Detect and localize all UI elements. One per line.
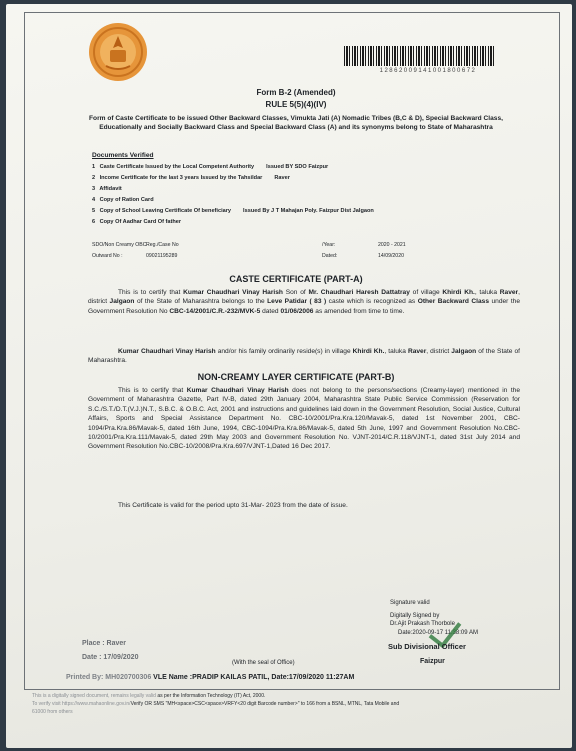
rule-title: RULE 5(5)(4)(IV) [265,100,327,109]
part-a-residence-paragraph: Kumar Chaudhari Vinay Harish and/or his family ordinarily reside(s) in village Khirdi Kh., taluka Raver, district Jalgaon of the State of Maharashtra. [88,348,521,365]
certificate-sheet [6,4,572,748]
outward-row: Outward No : 09021195289 Dated: 14/09/2020 [92,253,404,259]
document-item: 3 Affidavit [92,186,122,192]
part-a-paragraph: This is to certify that Kumar Chaudhari Vinay Harish Son of Mr. Chaudhari Haresh Dattatray of village Khirdi Kh., taluka Raver, district Jalgaon of the State of Maharashtra belongs to the Leve Patidar ( 83 ) caste which is recognized as Other Backward Class under the Government Resolution No CBC-14/2001/C.R.-232/MVK-5 dated 01/06/2006 as amended from time to time. [88,289,521,315]
part-b-title: NON-CREAMY LAYER CERTIFICATE (PART-B) [197,372,395,382]
office-place: Faizpur [420,658,445,665]
seal-note: (With the seal of Office) [232,660,295,666]
document-item: 1 Caste Certificate Issued by the Local Competent Authority Issued BY SDO Faizpur [92,164,329,170]
digital-signature-block: Digitally Signed by Dr.Ajit Prakash Thorbole [390,613,455,627]
document-item: 2 Income Certificate for the last 3 years Issued by the Tahsildar Raver [92,175,290,181]
maharashtra-seal-icon [88,22,148,82]
document-item: 5 Copy of School Leaving Certificate Of beneficiary Issued By J T Mahajan Poly. Faizpur Dist Jalgaon [92,208,374,214]
officer-designation: Sub Divisional Officer [388,642,466,651]
barcode-number: 12862009141001800672 [379,68,477,74]
place-line: Place : Raver [82,640,126,647]
documents-verified-heading: Documents Verified [92,152,154,159]
signature-valid-label: Signature valid [390,600,430,606]
certificate-barcode [344,46,496,66]
part-b-paragraph: This is to certify that Kumar Chaudhari Vinay Harish does not belong to the persons/sections (Creamy-layer) mentioned in the Government of Maharashtra Gazette, Part IV-B, dated 29th January 2004, Maharashtra State Public Service Commission (Reservation for S.C./S.T./D.T.(V.J.)N.T., S.B.C. & O.B.C. Act, 2001 and instructions and guidelines laid down in the Government Resolution, Social Justice, Cultural Affairs, Sports and Special Assistance Department No. CBC-10/2001/Pra.Kra.120/Mavak-5, dated 1st November 2001, CBC-1094/Pra.Kra.86/Mavak-5, dated 16th June, 1994, CBC-1094/Pra.Kra.86/Mavak-5, dated 5th June, 1997 and Government Resolution No.CBC- 10/2001/Pra.Kra.111/Mavak-5, dated 29th May 2003 and Government Resolution No. VJNT-2014/C.R.118/VJNT-1, dated 31st July 2014 and Government Resolution No.CBC-10/2008/Pra.Kra.697/VJNT-1,Dated 16 Dec 2017. [88,387,521,451]
validity-statement: This Certificate is valid for the period upto 31-Mar- 2023 from the date of issue. [118,502,348,509]
document-item: 6 Copy Of Aadhar Card Of father [92,219,182,225]
registration-details [92,240,432,262]
signature-date: Date:2020-09-17 11:38:09 AM [398,630,478,636]
verification-footnote: This is a digitally signed document, remains legally valid as per the Information Technology (IT) Act, 2000. To verify visit https://www.mahaonline.gov.in/Verify OR SMS "MH<space>CSC<space>VRFY<20 digit Barcode number>" to 166 from a BSNL, MTNL, Tata Mobile and 61000 from others [32,693,400,715]
form-description: Form of Caste Certificate to be issued Other Backward Classes, Vimukta Jati (A) Nomadic Tribes (B,C & D), Special Backward Class, Educationally and Socially Backward Class and Special Backward Class (A) and its synonyms belong to State of Maharashtra [89,115,503,131]
document-item: 4 Copy of Ration Card [92,197,154,203]
form-title: Form B-2 (Amended) [256,88,336,97]
registration-row: SDO/Non Creamy OBC Reg./Case No /Year: 2020 - 2021 [92,242,406,248]
printed-by-line: Printed By: MH020700306 VLE Name :PRADIP KAILAS PATIL, Date:17/09/2020 11:27AM [66,674,355,681]
documents-list [92,162,532,228]
date-line: Date : 17/09/2020 [82,654,139,661]
part-a-title: CASTE CERTIFICATE (PART-A) [229,274,363,284]
